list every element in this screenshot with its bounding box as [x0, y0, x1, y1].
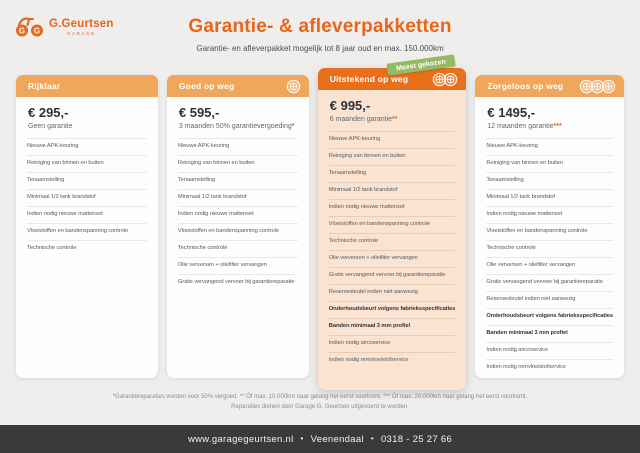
wheel-badge-icon: [601, 79, 616, 94]
package-price: € 295,-: [28, 105, 69, 120]
package-item: Technische controle: [329, 233, 456, 250]
package-item: Indien nodig nieuwe mattenset: [329, 199, 456, 216]
package-item: Olie verversen + oliefilter vervangen: [178, 257, 298, 274]
feature-list: [329, 131, 456, 369]
package-header: [167, 75, 309, 97]
price-block: [16, 97, 158, 138]
package-item: Reservesleutel indien niet aanwezig: [486, 291, 613, 308]
feature-list: [27, 138, 147, 257]
package-card-uitstekend-op-weg: [318, 58, 467, 390]
package-item: Indien nodig aircoservice: [486, 342, 613, 359]
package-item: Gratis vervangend vervoer bij garantiereparatie: [178, 274, 298, 291]
svg-text:G: G: [33, 26, 41, 36]
package-item: Nieuwe APK-keuring: [178, 138, 298, 155]
package-item: Reiniging van binnen en buiten: [486, 155, 613, 172]
package-item: Banden minimaal 3 mm profiel: [486, 325, 613, 342]
package-item: Tenaamstelling: [178, 172, 298, 189]
package-item: Nieuwe APK-keuring: [27, 138, 147, 155]
footnote-marker: **: [392, 116, 398, 123]
package-item: Vloeistoffen en bandenspanning controle: [486, 223, 613, 240]
most-chosen-ribbon: Meest gekozen: [386, 54, 455, 75]
package-price: € 595,-: [178, 105, 220, 120]
package-item: Technische controle: [27, 240, 147, 257]
guarantee-label: 6 maanden garantie: [329, 116, 393, 123]
package-item: Minimaal 1/2 tank brandstof: [329, 182, 456, 199]
footnote-line-2: Reparaties dienen door Garage G. Geurtsen uitgevoerd te worden.: [231, 403, 409, 410]
package-item: Minimaal 1/2 tank brandstof: [178, 189, 298, 206]
package-item: Olie verversen + oliefilter vervangen: [486, 257, 613, 274]
page-title: Garantie- & afleverpakketten: [188, 16, 452, 37]
feature-list: [178, 138, 298, 291]
package-item: Indien nodig nieuwe mattenset: [486, 206, 613, 223]
footer-bar: [0, 425, 640, 453]
package-item: Indien nodig remvloeistofservice: [486, 359, 613, 376]
package-price: € 995,-: [329, 98, 371, 113]
footnote-marker: ***: [553, 123, 562, 130]
badge-group: [432, 72, 458, 87]
footnotes: [0, 393, 640, 413]
package-item: Technische controle: [486, 240, 613, 257]
package-header: [475, 75, 624, 97]
package-item: Tenaamstelling: [329, 165, 456, 182]
footnote-marker: *: [291, 123, 295, 130]
wheel-badge-icon: [286, 79, 301, 94]
logo-tagline: GARAGE: [66, 31, 96, 36]
logo-name: G.Geurtsen: [49, 17, 114, 30]
package-name: Rijklaar: [28, 81, 61, 91]
package-item: Reiniging van binnen en buiten: [178, 155, 298, 172]
package-card-goed-op-weg: [167, 75, 309, 378]
footer-location: Veenendaal: [310, 433, 364, 445]
package-item: Vloeistoffen en bandenspanning controle: [178, 223, 298, 240]
package-item: Tenaamstelling: [27, 172, 147, 189]
package-name: Zorgeloos op weg: [487, 81, 564, 91]
badge-group: [579, 79, 616, 94]
package-item: Onderhoudsbeurt volgens fabrieksspecificaties: [486, 308, 613, 325]
package-item: Vloeistoffen en bandenspanning controle: [27, 223, 147, 240]
separator-dot: •: [300, 434, 304, 443]
feature-list: [486, 138, 613, 376]
package-columns: [16, 58, 624, 390]
package-header: [16, 75, 158, 97]
badge-group: [286, 79, 301, 94]
guarantee-label: Geen garantie: [28, 123, 73, 130]
footer-phone: 0318 - 25 27 66: [380, 433, 453, 445]
package-item: Minimaal 1/2 tank brandstof: [486, 189, 613, 206]
package-item: Banden minimaal 3 mm profiel: [329, 318, 456, 335]
guarantee-text: [28, 123, 146, 131]
package-name: Goed op weg: [178, 81, 235, 91]
price-block: [475, 97, 624, 138]
footer-website[interactable]: www.garagegeurtsen.nl: [187, 433, 294, 445]
package-item: Gratis vervangend vervoer bij garantiereparatie: [486, 274, 613, 291]
package-item: Indien nodig nieuwe mattenset: [178, 206, 298, 223]
wheel-badge-icon: [443, 72, 458, 87]
package-card-rijklaar: [16, 75, 158, 378]
package-item: Nieuwe APK-keuring: [329, 131, 456, 148]
package-item: Reiniging van binnen en buiten: [329, 148, 456, 165]
package-item: Olie verversen + oliefilter vervangen: [329, 250, 456, 267]
package-item: Indien nodig remvloeistofservice: [329, 352, 456, 369]
svg-text:G: G: [18, 26, 26, 36]
package-item: Reiniging van binnen en buiten: [27, 155, 147, 172]
guarantee-text: [330, 116, 455, 124]
guarantee-text: [487, 123, 612, 131]
guarantee-label: 12 maanden garantie: [487, 123, 554, 130]
separator-dot: •: [370, 434, 374, 443]
guarantee-label: 3 maanden 50% garantievergoeding: [178, 123, 292, 130]
package-card-zorgeloos-op-weg: [475, 75, 624, 378]
package-item: Indien nodig nieuwe mattenset: [27, 206, 147, 223]
package-item: Indien nodig aircoservice: [329, 335, 456, 352]
package-item: Vloeistoffen en bandenspanning controle: [329, 216, 456, 233]
price-block: [318, 90, 467, 131]
package-item: Minimaal 1/2 tank brandstof: [27, 189, 147, 206]
package-item: Gratis vervangend vervoer bij garantiereparatie: [329, 267, 456, 284]
footnote-line-1: *Garantiereparaties worden voor 50% vergoed. ** Óf max. 10.000km naar gelang het eerst voorkomt. *** Óf max. 20.000km naar gelang het eerst voorkomt.: [112, 394, 528, 400]
package-name: Uitstekend op weg: [329, 74, 409, 84]
package-price: € 1495,-: [487, 105, 536, 120]
price-block: [167, 97, 309, 138]
package-item: Reservesleutel indien niet aanwezig: [329, 284, 456, 301]
package-item: Onderhoudsbeurt volgens fabrieksspecificaties: [329, 301, 456, 318]
package-item: Technische controle: [178, 240, 298, 257]
package-item: Tenaamstelling: [486, 172, 613, 189]
title-block: [0, 16, 640, 53]
package-item: Nieuwe APK-keuring: [486, 138, 613, 155]
page-subtitle: Garantie- en afleverpakket mogelijk tot 8 jaar oud en max. 150.000km: [196, 44, 444, 53]
guarantee-text: [179, 123, 297, 131]
